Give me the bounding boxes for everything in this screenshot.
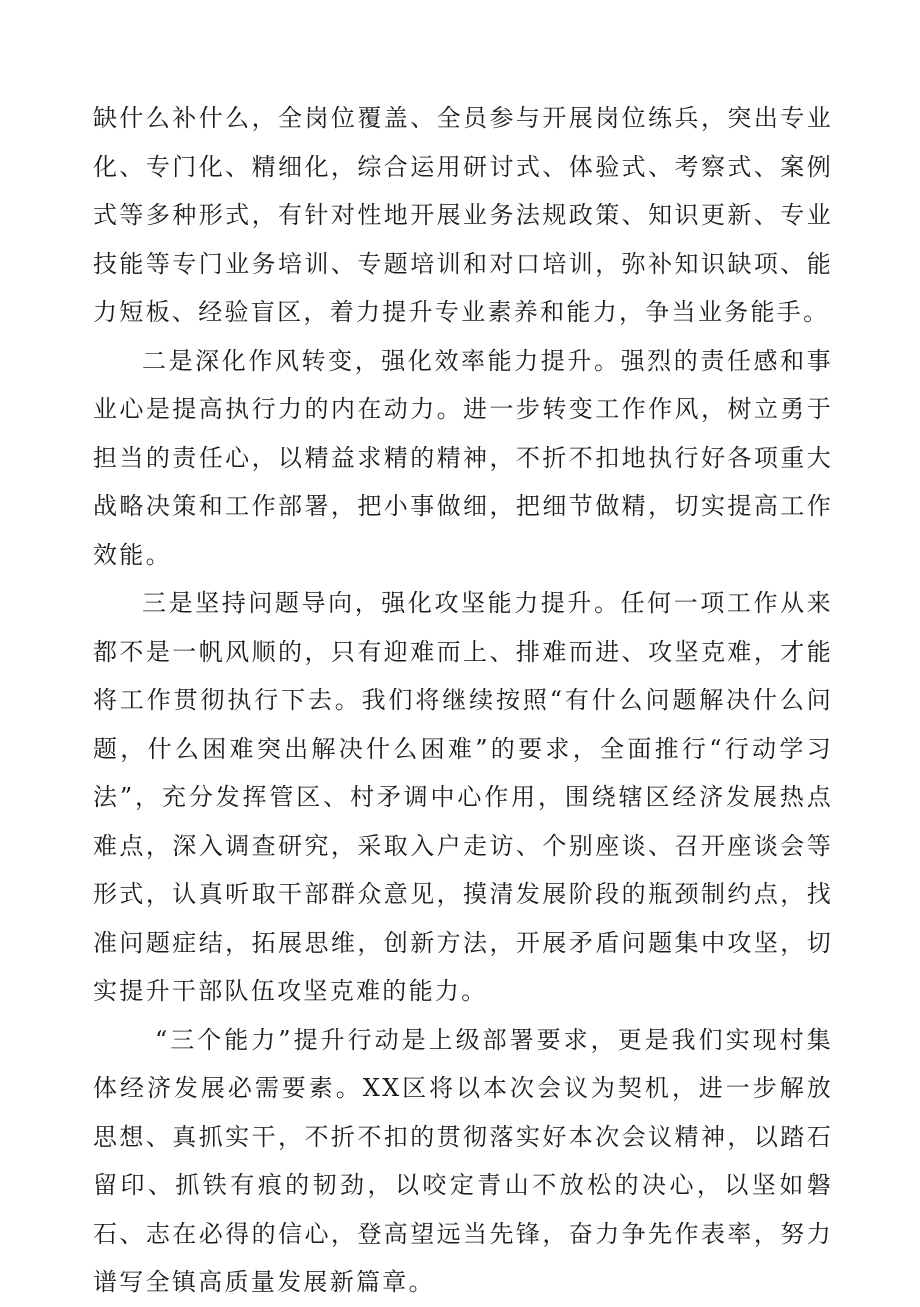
paragraph-continuation: 缺什么补什么，全岗位覆盖、全员参与开展岗位练兵，突出专业化、专门化、精细化，综合运用研讨式、体验式、考察式、案例式等多种形式，有针对性地开展业务法规政策、知识更新、专业技能等专门业务培训、专题培训和对口培训，弥补知识缺项、能力短板、经验盲区，着力提升专业素养和能力，争当业务能手。 [93,104,833,326]
paragraph-work-style: 二是深化作风转变，强化效率能力提升。强烈的责任感和事业心是提高执行力的内在动力。进一步转变工作作风，树立勇于担当的责任心，以精益求精的精神，不折不扣地执行好各项重大战略决策和工作部署，把小事做细，把细节做精，切实提高工作效能。 [93,346,833,569]
paragraph-conclusion: “三个能力”提升行动是上级部署要求，更是我们实现村集体经济发展必需要素。XX区将以本次会议为契机，进一步解放思想、真抓实干，不折不扣的贯彻落实好本次会议精神，以踏石留印、抓铁有痕的韧劲，以咬定青山不放松的决心，以坚如磐石、志在必得的信心，登高望远当先锋，奋力争先作表率，努力谱写全镇高质量发展新篇章。 [93,1025,833,1296]
document-body [93,94,833,1307]
paragraph-problem-oriented: 三是坚持问题导向，强化攻坚能力提升。任何一项工作从来都不是一帆风顺的，只有迎难而上、排难而进、攻坚克难，才能将工作贯彻执行下去。我们将继续按照“有什么问题解决什么问题，什么困难突出解决什么困难”的要求，全面推行“行动学习法”，充分发挥管区、村矛调中心作用，围绕辖区经济发展热点难点，深入调查研究，采取入户走访、个别座谈、召开座谈会等形式，认真听取干部群众意见，摸清发展阶段的瓶颈制约点，找准问题症结，拓展思维，创新方法，开展矛盾问题集中攻坚，切实提升干部队伍攻坚克难的能力。 [93,589,833,1005]
